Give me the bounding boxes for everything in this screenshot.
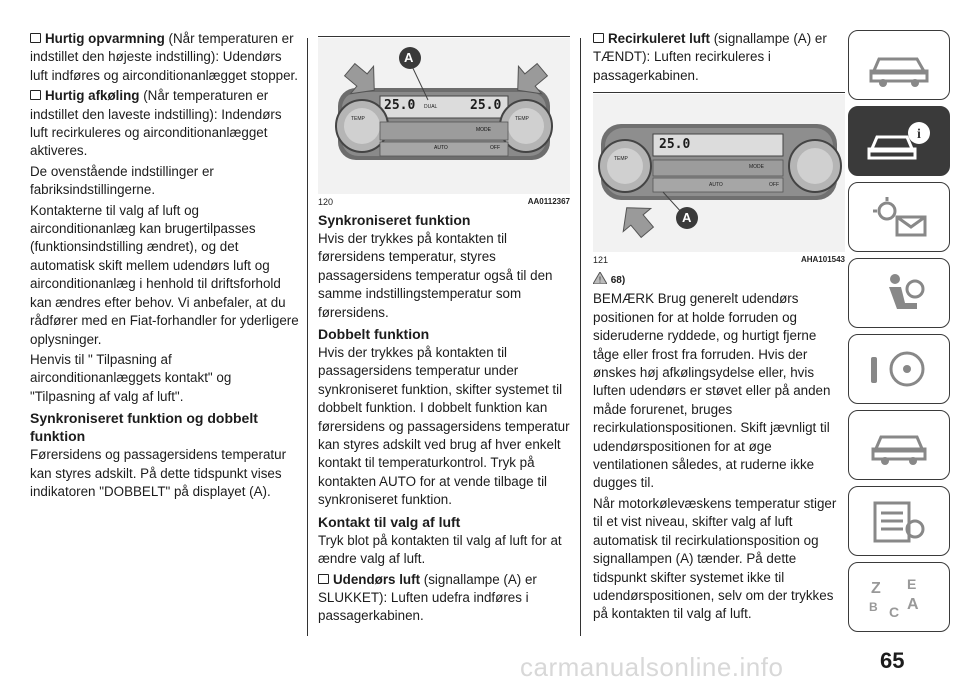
- svg-text:B: B: [869, 600, 878, 614]
- button-off-label: OFF: [490, 145, 500, 151]
- paragraph-note: BEMÆRK Brug generelt udendørs positionen for at holde forruden og sideruderne ryddede, og hurtigt fjerne tåge eller frost fra forruden. Hvis der ønskes høj afkølingsydelse eller, hvis luften udendørs er støvet eller på anden måde forurenet, bruges recirkulationspositionen. Skift jævnligt til udendørspositionen for at øge ventilationen således, at ruderne ikke dugges til.: [593, 291, 831, 491]
- warning-triangle-icon: [593, 272, 607, 284]
- tab-index[interactable]: [848, 562, 950, 632]
- paragraph-recirculated-air: [593, 30, 845, 85]
- paragraph-quick-cooling: [30, 87, 300, 161]
- paragraph-factory-settings: De ovenstående indstillinger er fabriksindstillingerne.: [30, 163, 214, 198]
- term-outside-air: Udendørs luft: [333, 571, 421, 587]
- term-quick-heating: Hurtig opvarmning: [45, 31, 165, 46]
- checkbox-icon: [318, 574, 329, 584]
- column-left: [30, 30, 300, 503]
- steering-wheel-icon: [867, 347, 931, 391]
- page-number: 65: [880, 648, 905, 673]
- button-auto-label: AUTO: [709, 182, 723, 188]
- paragraph-sync-function: Hvis der trykkes på kontakten til førersidens temperatur, styres passagersidens temperatur også til den samme indstillingstemperatur som førersidens.: [318, 231, 553, 320]
- svg-text:!: !: [598, 275, 602, 284]
- figure-code: AA0112367: [527, 197, 570, 206]
- paragraph-dual-indicator: Førersidens og passagersidens temperatur kan styres adskilt. På dette tidspunkt vises indikatoren "DOBBELT" på displayet (A).: [30, 447, 287, 499]
- figure-number: 120: [318, 197, 334, 207]
- car-icon: [867, 43, 931, 87]
- text-quick-heating: (Når temperaturen er indstillet den højeste indstilling): Udendørs luft indføres og airconditionanlægget stopper.: [30, 31, 298, 83]
- watermark: carmanualsonline.info: [520, 652, 784, 682]
- tab-safety[interactable]: [848, 258, 950, 328]
- light-message-icon: [867, 195, 931, 239]
- button-auto-label: AUTO: [434, 145, 448, 151]
- warning-number: 68): [610, 275, 626, 286]
- paragraph-air-selection: Tryk blot på kontakten til valg af luft for at ændre valg af luft.: [318, 532, 562, 567]
- figure-top-rule: [593, 92, 845, 93]
- heading-dual-function: Dobbelt funktion: [318, 326, 430, 343]
- figure-120-climate-panel: [318, 38, 570, 194]
- paragraph-quick-heating: [30, 30, 300, 85]
- text-recirculated-air: (signallampe (A) er TÆNDT): Luften recirkuleres i passagerkabinen.: [593, 31, 827, 83]
- figure-121-caption: [593, 255, 845, 265]
- knob-temp-label: TEMP: [614, 156, 628, 162]
- paragraph-reference: Henvis til " Tilpasning af airconditionanlæggets kontakt" og "Tilpasning af valg af luft".: [30, 351, 232, 404]
- display-temp-left: 25.0: [384, 98, 416, 113]
- tab-starting-driving[interactable]: [848, 334, 950, 404]
- text-quick-cooling: (Når temperaturen er indstillet den laveste indstilling): Indendørs luft recirkuleres og airconditionanlægget aktiveres.: [30, 88, 282, 159]
- svg-text:Z: Z: [871, 580, 881, 597]
- paragraph-coolant: Når motorkølevæskens temperatur stiger til et vist niveau, skifter valg af luft automatisk til recirkulationsposition og signallampen (A) tænder. På dette tidspunkt skifter systemet ikke til udendørspositionen, selv om der trykkes på kontakten til valg af luft.: [593, 495, 837, 622]
- heading-sync-function: Synkroniseret funktion: [318, 212, 471, 228]
- list-document-icon: [867, 499, 931, 543]
- column-right-lower: [593, 270, 845, 626]
- svg-text:A: A: [907, 596, 919, 613]
- airbag-seat-icon: [867, 271, 931, 315]
- figure-callout-a: A: [404, 50, 414, 65]
- display-dual-indicator: DUAL: [424, 104, 438, 110]
- column-divider: [580, 38, 581, 636]
- figure-121-climate-panel: [593, 94, 845, 252]
- column-middle: [318, 208, 570, 628]
- alphabet-index-icon: [867, 575, 931, 619]
- button-mode-label: MODE: [749, 164, 764, 170]
- paragraph-outside-air: [318, 571, 570, 626]
- term-quick-cooling: Hurtig afkøling: [45, 88, 140, 104]
- knob-temp-right-label: TEMP: [515, 116, 529, 122]
- tab-lights-messages[interactable]: [848, 182, 950, 252]
- heading-air-selection: Kontakt til valg af luft: [318, 513, 461, 530]
- display-temp-left: 25.0: [659, 137, 691, 152]
- warning-reference: [593, 270, 845, 290]
- figure-120-caption: [318, 197, 570, 207]
- text-outside-air: (signallampe (A) er SLUKKET): Luften udefra indføres i passagerkabinen.: [318, 571, 537, 624]
- tab-emergency[interactable]: [848, 410, 950, 480]
- paragraph-dual-function: Hvis der trykkes på kontakten til passagersidens temperatur under synkroniseret funktion, skifter systemet til dobbelt funktion. I dobbelt funktion kan førersidens og passagersidens temperatur kan styres adskilt ved brug af hver enkelt kontakt til temperaturkontrol. Tryk på kontakten AUTO for at vende tilbage til synkroniseret funktion.: [318, 345, 570, 508]
- checkbox-icon: [30, 33, 41, 43]
- button-mode-label: MODE: [476, 127, 491, 133]
- figure-top-rule: [318, 36, 570, 37]
- svg-text:C: C: [889, 604, 900, 619]
- checkbox-icon: [593, 33, 604, 43]
- svg-text:i: i: [917, 127, 921, 142]
- column-right: [593, 30, 845, 87]
- column-divider: [307, 38, 308, 636]
- figure-number: 121: [593, 255, 609, 265]
- tab-car-overview[interactable]: [848, 30, 950, 100]
- tab-technical-data[interactable]: [848, 486, 950, 556]
- svg-text:E: E: [907, 576, 917, 592]
- display-temp-right: 25.0: [470, 98, 502, 113]
- car-info-icon: [867, 119, 931, 163]
- term-recirculated-air: Recirkuleret luft: [608, 31, 710, 46]
- figure-code: AHA101543: [800, 255, 845, 264]
- figure-callout-a: A: [682, 210, 692, 225]
- knob-temp-left-label: TEMP: [351, 116, 365, 122]
- heading-sync-dual: Synkroniseret funktion og dobbelt funktion: [30, 410, 258, 445]
- checkbox-icon: [30, 90, 41, 100]
- car-service-icon: [867, 423, 931, 467]
- button-off-label: OFF: [769, 182, 779, 188]
- paragraph-customizable: Kontakterne til valg af luft og airconditionanlæg kan brugertilpasses (funktionsindstilling ændret), og det automatisk skift mellem udendørs luft og airconditionanlæg i henhold til driftsforhold kan ændres efter behov. Vi anbefaler, at du rådfører med en Fiat-forhandler for yderligere oplysninger.: [30, 202, 299, 347]
- tab-car-info[interactable]: [848, 106, 950, 176]
